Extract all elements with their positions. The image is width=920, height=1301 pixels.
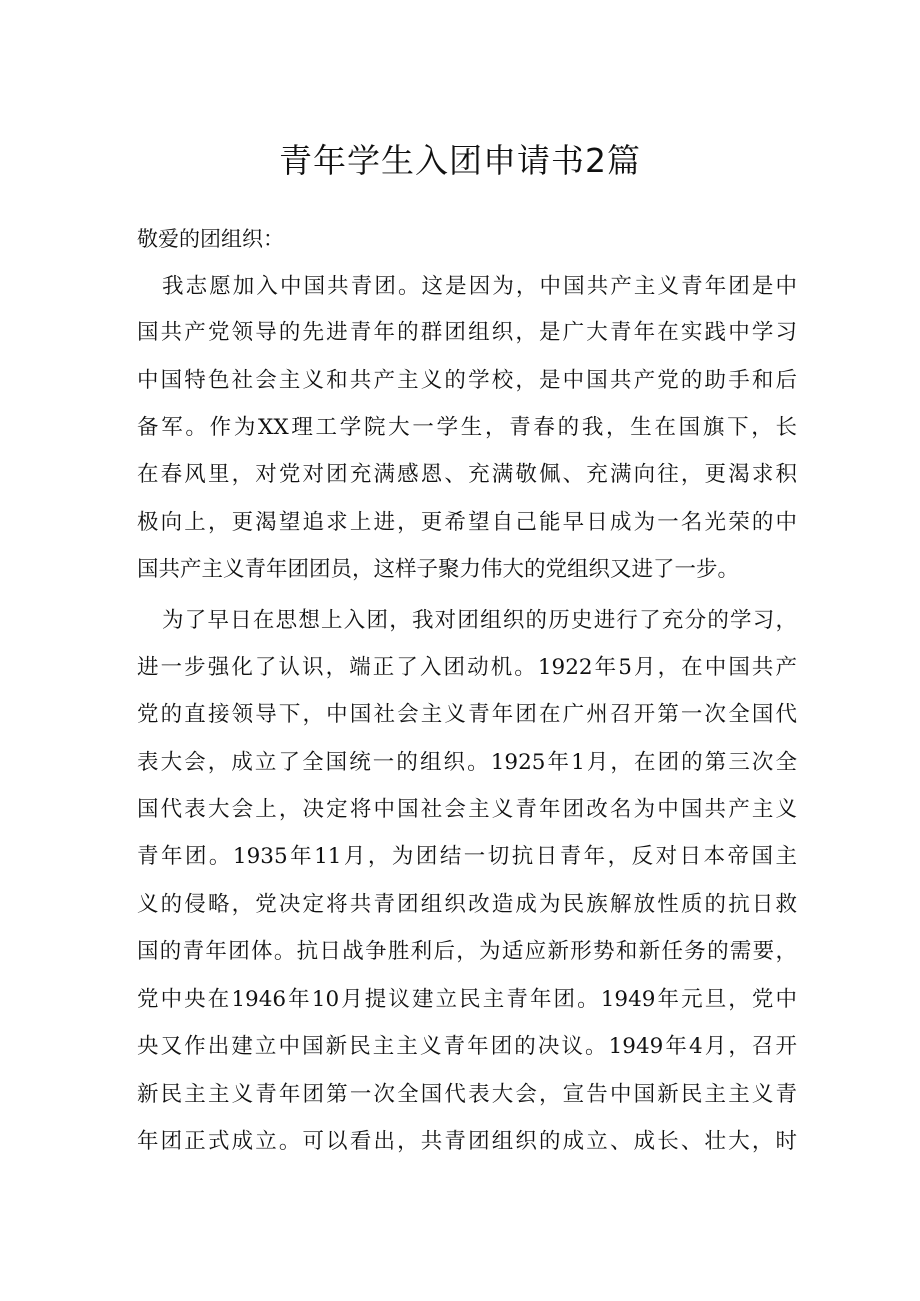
paragraph-2-line-5: 国代表大会上，决定将中国社会主义青年团改名为中国共产主义 xyxy=(137,797,797,822)
paragraph-2-line-2: 进一步强化了认识，端正了入团动机。1922年5月，在中国共产 xyxy=(137,655,797,680)
paragraph-2-line-6: 青年团。1935年11月，为团结一切抗日青年，反对日本帝国主 xyxy=(137,844,797,869)
paragraph-1-line-1: 我志愿加入中国共青团。这是因为，中国共产主义青年团是中 xyxy=(162,274,797,299)
paragraph-2-line-4: 表大会，成立了全国统一的组织。1925年1月，在团的第三次全 xyxy=(137,750,797,775)
salutation: 敬爱的团组织： xyxy=(137,227,284,251)
paragraph-2-line-1: 为了早日在思想上入团，我对团组织的历史进行了充分的学习， xyxy=(162,608,797,633)
paragraph-2-line-11: 新民主主义青年团第一次全国代表大会，宣告中国新民主主义青 xyxy=(137,1082,797,1107)
paragraph-2-line-8: 国的青年团体。抗日战争胜利后，为适应新形势和新任务的需要， xyxy=(137,939,797,964)
paragraph-1-line-7: 国共产主义青年团团员，这样子聚力伟大的党组织又进了一步。 xyxy=(137,557,740,582)
paragraph-1-line-4: 备军。作为XX理工学院大一学生，青春的我，生在国旗下，长 xyxy=(137,415,797,440)
paragraph-2-line-10: 央又作出建立中国新民主主义青年团的决议。1949年4月，召开 xyxy=(137,1034,797,1059)
paragraph-2-line-9: 党中央在1946年10月提议建立民主青年团。1949年元旦，党中 xyxy=(137,987,797,1012)
paragraph-2-line-12: 年团正式成立。可以看出，共青团组织的成立、成长、壮大，时 xyxy=(137,1129,797,1154)
document-title: 青年学生入团申请书2篇 xyxy=(279,141,641,180)
paragraph-1-line-6: 极向上，更渴望追求上进，更希望自己能早日成为一名光荣的中 xyxy=(137,510,797,535)
paragraph-1-line-3: 中国特色社会主义和共产主义的学校，是中国共产党的助手和后 xyxy=(137,368,797,393)
paragraph-2-line-7: 义的侵略，党决定将共青团组织改造成为民族解放性质的抗日救 xyxy=(137,892,797,917)
paragraph-1-line-2: 国共产党领导的先进青年的群团组织，是广大青年在实践中学习 xyxy=(137,320,797,345)
paragraph-2-line-3: 党的直接领导下，中国社会主义青年团在广州召开第一次全国代 xyxy=(137,702,797,727)
paragraph-1-line-5: 在春风里，对党对团充满感恩、充满敬佩、充满向往，更渴求积 xyxy=(137,462,797,487)
